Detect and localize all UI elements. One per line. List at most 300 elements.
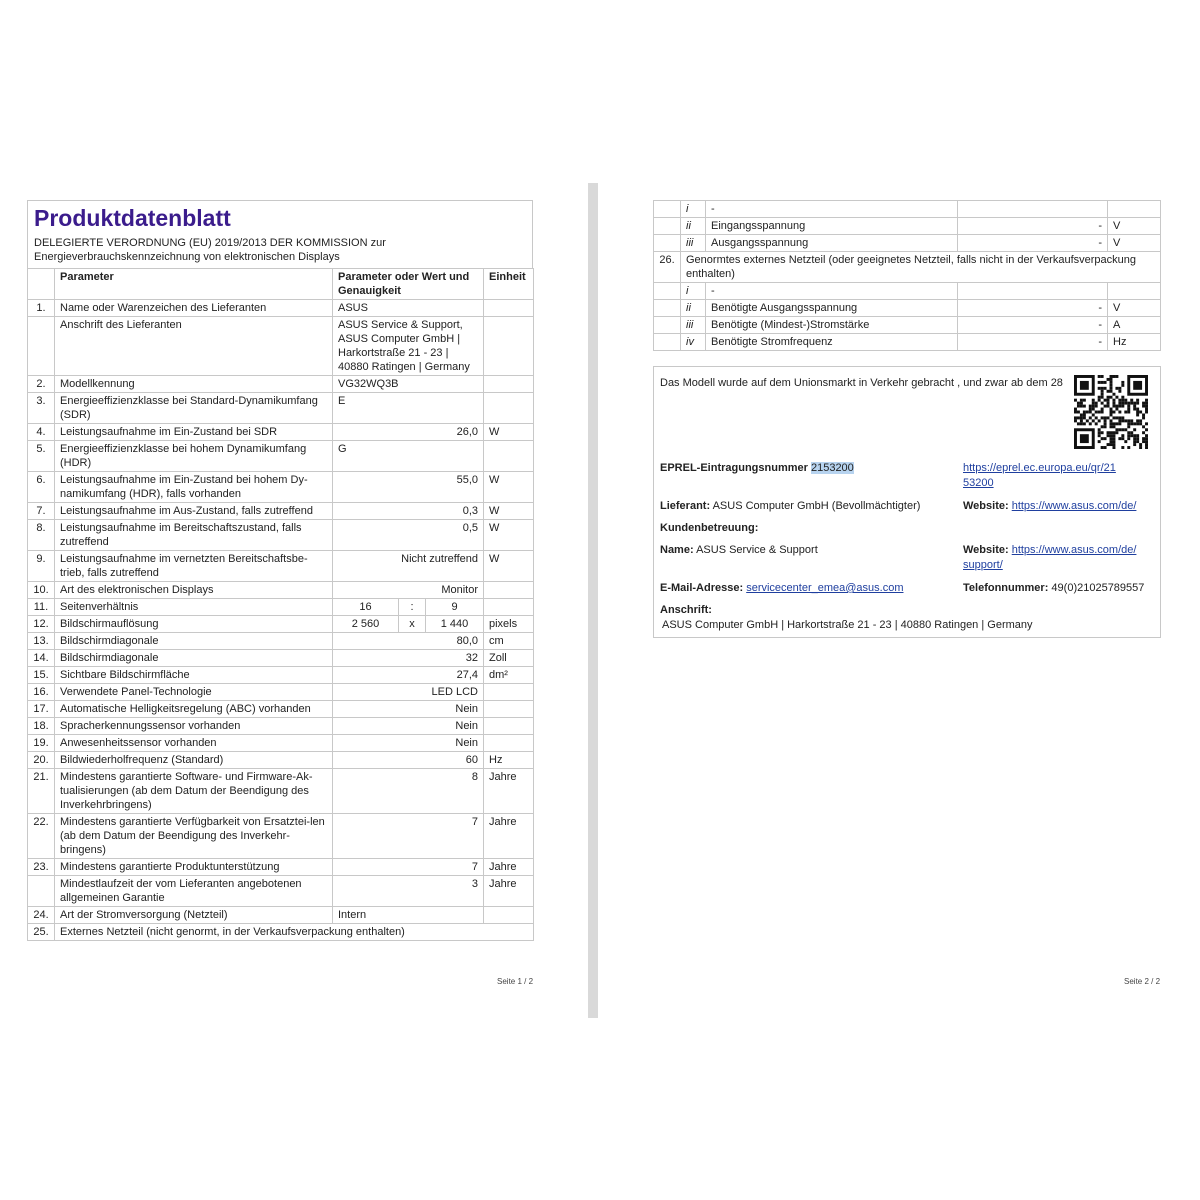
qr-module (1136, 408, 1139, 411)
row-parameter: Sichtbare Bildschirmfläche (55, 667, 333, 684)
qr-module (1118, 402, 1121, 405)
qr-module (1095, 416, 1098, 419)
row-index: iv (681, 334, 706, 351)
qr-module (1101, 446, 1104, 449)
table-row (28, 300, 534, 317)
row-parameter: Mindestens garantierte Produktunterstützung (55, 859, 333, 876)
qr-module (1118, 437, 1121, 440)
qr-module (1104, 399, 1107, 402)
row-number (654, 201, 681, 218)
qr-module (1145, 440, 1148, 443)
qr-module (1145, 402, 1148, 405)
qr-module (1089, 422, 1092, 425)
qr-module (1107, 390, 1110, 393)
eprel-link[interactable] (963, 461, 1143, 491)
qr-module (1118, 419, 1121, 422)
qr-module (1095, 402, 1098, 405)
row-number (654, 283, 681, 300)
aspect-sep: : (399, 599, 426, 615)
qr-module (1112, 446, 1115, 449)
eprel-number: 2153200 (810, 462, 854, 474)
row-unit: W (484, 503, 534, 520)
qr-module (1107, 405, 1110, 408)
qr-module (1133, 437, 1136, 440)
qr-module (1101, 425, 1104, 428)
row-parameter: Mindestens garantierte Software- und Firmware-Ak-tualisierungen (ab dem Datum der Beendigung des Inverkehrbringens) (55, 769, 333, 814)
qr-module (1077, 411, 1080, 414)
qr-module (1098, 381, 1101, 384)
qr-module (1127, 437, 1130, 440)
row-parameter: Modellkennung (55, 376, 333, 393)
qr-module (1145, 399, 1148, 402)
qr-module (1101, 381, 1104, 384)
row-parameter: Mindestlaufzeit der vom Lieferanten angebotenen allgemeinen Garantie (55, 876, 333, 907)
table-row (28, 718, 534, 735)
product-data-table (27, 268, 534, 941)
qr-code[interactable] (1074, 375, 1148, 449)
support-label: Kundenbetreuung: (660, 522, 759, 534)
qr-module (1092, 419, 1095, 422)
row-unit: W (484, 551, 534, 582)
table-row (654, 283, 1161, 300)
table-row (28, 859, 534, 876)
table-row (654, 235, 1161, 252)
qr-module (1092, 402, 1095, 405)
row-value (958, 283, 1108, 300)
website-link-2a[interactable]: https://www.asus.com/de/ (1011, 544, 1137, 556)
qr-module (1136, 434, 1139, 437)
qr-module (1118, 422, 1121, 425)
qr-module (1115, 428, 1118, 431)
row-value: G (333, 441, 484, 472)
qr-module (1133, 402, 1136, 405)
qr-module (1080, 434, 1089, 443)
qr-module (1130, 419, 1133, 422)
row-number: 7. (28, 503, 55, 520)
qr-module (1101, 393, 1104, 396)
row-unit (484, 907, 534, 924)
qr-module (1130, 431, 1133, 434)
website-link-2b[interactable]: support/ (963, 559, 1003, 571)
qr-module (1145, 437, 1148, 440)
qr-module (1127, 408, 1130, 411)
qr-module (1139, 443, 1142, 446)
row-value: VG32WQ3B (333, 376, 484, 393)
qr-module (1112, 422, 1115, 425)
row-parameter: Leistungsaufnahme im Bereitschaftszustand, falls zutreffend (55, 520, 333, 551)
qr-module (1145, 446, 1148, 449)
qr-module (1142, 437, 1145, 440)
qr-module (1136, 437, 1139, 440)
qr-module (1095, 405, 1098, 408)
qr-module (1112, 440, 1115, 443)
table-row (28, 684, 534, 701)
row-number (654, 334, 681, 351)
qr-module (1133, 440, 1136, 443)
row-parameter: Seitenverhältnis (55, 599, 333, 616)
row-parameter: Anschrift des Lieferanten (55, 317, 333, 376)
qr-module (1115, 396, 1118, 399)
row-unit (484, 300, 534, 317)
row-value: 3 (333, 876, 484, 907)
qr-module (1074, 408, 1077, 411)
row-unit (1108, 201, 1161, 218)
qr-module (1104, 381, 1107, 384)
qr-module (1133, 428, 1136, 431)
qr-module (1118, 390, 1121, 393)
qr-module (1133, 405, 1136, 408)
qr-module (1104, 437, 1107, 440)
qr-module (1110, 425, 1113, 428)
row-number (28, 876, 55, 907)
row-number: 26. (654, 252, 681, 283)
website-row-1 (963, 499, 1136, 514)
qr-module (1112, 437, 1115, 440)
qr-module (1092, 408, 1095, 411)
qr-module (1115, 422, 1118, 425)
qr-module (1086, 419, 1089, 422)
row-unit: W (484, 520, 534, 551)
qr-module (1101, 416, 1104, 419)
qr-module (1083, 399, 1086, 402)
qr-module (1083, 422, 1086, 425)
row-value: - (958, 317, 1108, 334)
qr-module (1104, 405, 1107, 408)
row-parameter: Art der Stromversorgung (Netzteil) (55, 907, 333, 924)
qr-module (1115, 375, 1118, 378)
qr-module (1121, 428, 1124, 431)
qr-module (1098, 428, 1101, 431)
row-number: 16. (28, 684, 55, 701)
qr-module (1098, 375, 1101, 378)
row-number: 25. (28, 924, 55, 941)
row-parameter: Spracherkennungssensor vorhanden (55, 718, 333, 735)
qr-module (1101, 390, 1104, 393)
qr-module (1127, 431, 1130, 434)
row-index: i (681, 201, 706, 218)
qr-module (1086, 411, 1089, 414)
row-unit (484, 582, 534, 599)
website-label-1: Website: (963, 500, 1009, 512)
qr-module (1127, 411, 1130, 414)
row-parameter: Bildschirmdiagonale (55, 650, 333, 667)
row-number: 18. (28, 718, 55, 735)
qr-module (1118, 411, 1121, 414)
qr-module (1112, 405, 1115, 408)
qr-module (1130, 434, 1133, 437)
table-row (28, 876, 534, 907)
row-number: 2. (28, 376, 55, 393)
table-row (28, 667, 534, 684)
qr-module (1118, 428, 1121, 431)
website-row-2 (963, 543, 1136, 573)
row-value: ASUS (333, 300, 484, 317)
email-link[interactable]: servicecenter_emea@asus.com (746, 582, 904, 594)
row-unit: Jahre (484, 876, 534, 907)
qr-module (1121, 396, 1124, 399)
row-value (333, 616, 484, 633)
qr-module (1142, 440, 1145, 443)
row-parameter: Bildwiederholfrequenz (Standard) (55, 752, 333, 769)
row-number (654, 300, 681, 317)
qr-module (1118, 387, 1121, 390)
qr-module (1127, 405, 1130, 408)
table-row (28, 616, 534, 633)
qr-module (1130, 402, 1133, 405)
qr-module (1136, 440, 1139, 443)
qr-module (1145, 434, 1148, 437)
qr-module (1112, 393, 1115, 396)
table-row (28, 503, 534, 520)
qr-module (1107, 434, 1110, 437)
qr-module (1112, 375, 1115, 378)
qr-module (1136, 399, 1139, 402)
row-value: Nein (333, 735, 484, 752)
row-unit: Jahre (484, 859, 534, 876)
table-row (28, 317, 534, 376)
email-label: E-Mail-Adresse: (660, 582, 744, 594)
qr-module (1110, 443, 1113, 446)
eprel-url-part-2[interactable]: 53200 (963, 477, 994, 489)
page-title: Produktdatenblatt (34, 205, 231, 231)
row-number: 5. (28, 441, 55, 472)
row-unit: Hz (484, 752, 534, 769)
row-unit: V (1108, 218, 1161, 235)
address-label: Anschrift: (660, 604, 712, 616)
qr-module (1121, 446, 1124, 449)
qr-module (1112, 416, 1115, 419)
qr-module (1136, 402, 1139, 405)
qr-module (1074, 419, 1077, 422)
page-2-footer: Seite 2 / 2 (1124, 977, 1161, 986)
row-value: 0,3 (333, 503, 484, 520)
qr-module (1077, 422, 1080, 425)
qr-module (1089, 416, 1092, 419)
row-number: 15. (28, 667, 55, 684)
row-value: - (958, 235, 1108, 252)
qr-module (1121, 402, 1124, 405)
supplier-row (660, 499, 920, 514)
row-unit: dm² (484, 667, 534, 684)
qr-module (1110, 437, 1113, 440)
qr-module (1110, 419, 1113, 422)
header-unit: Einheit (484, 269, 534, 300)
table-row (28, 599, 534, 616)
qr-module (1098, 434, 1101, 437)
row-parameter: Externes Netzteil (nicht genormt, in der Verkaufsverpackung enthalten) (55, 924, 534, 941)
row-unit (484, 735, 534, 752)
qr-module (1110, 396, 1113, 399)
row-number: 14. (28, 650, 55, 667)
website-link-1[interactable]: https://www.asus.com/de/ (1011, 500, 1137, 512)
qr-module (1145, 443, 1148, 446)
row-value: ASUS Service & Support, ASUS Computer GmbH | Harkortstraße 21 - 23 | 40880 Ratingen | Germany (333, 317, 484, 376)
qr-module (1121, 437, 1124, 440)
qr-module (1101, 402, 1104, 405)
row-unit: Jahre (484, 769, 534, 814)
qr-module (1101, 396, 1104, 399)
qr-module (1098, 387, 1101, 390)
row-parameter: Mindestens garantierte Verfügbarkeit von Ersatztei-len (ab dem Datum der Beendigung des Inverkehr-bringens) (55, 814, 333, 859)
qr-module (1130, 399, 1133, 402)
table-row (28, 520, 534, 551)
row-number (654, 218, 681, 235)
row-unit (484, 718, 534, 735)
row-value: 32 (333, 650, 484, 667)
row-unit (484, 701, 534, 718)
qr-module (1098, 431, 1101, 434)
header-parameter: Parameter (55, 269, 333, 300)
qr-module (1136, 419, 1139, 422)
qr-module (1110, 390, 1113, 393)
email-row (660, 581, 904, 596)
qr-module (1118, 416, 1121, 419)
row-unit: A (1108, 317, 1161, 334)
row-index: iii (681, 235, 706, 252)
table-row (28, 735, 534, 752)
qr-module (1115, 405, 1118, 408)
qr-module (1077, 402, 1080, 405)
qr-module (1139, 411, 1142, 414)
qr-module (1124, 411, 1127, 414)
table-row (654, 334, 1161, 351)
row-value: Nein (333, 718, 484, 735)
row-number: 9. (28, 551, 55, 582)
qr-module (1101, 375, 1104, 378)
qr-module (1074, 411, 1077, 414)
row-number: 11. (28, 599, 55, 616)
row-parameter: Bildschirmauflösung (55, 616, 333, 633)
qr-module (1112, 402, 1115, 405)
row-value: Monitor (333, 582, 484, 599)
qr-module (1080, 402, 1083, 405)
row-number: 17. (28, 701, 55, 718)
qr-module (1107, 443, 1110, 446)
qr-module (1077, 405, 1080, 408)
row-unit: pixels (484, 616, 534, 633)
page-1 (27, 200, 533, 941)
row-value (958, 201, 1108, 218)
table-row (28, 551, 534, 582)
qr-module (1110, 381, 1113, 384)
regulation-line-2: Energieverbrauchskennzeichnung von elektronischen Displays (34, 251, 340, 263)
qr-module (1139, 446, 1142, 449)
qr-module (1080, 419, 1083, 422)
qr-module (1145, 428, 1148, 431)
qr-module (1118, 405, 1121, 408)
qr-module (1083, 411, 1086, 414)
row-unit (1108, 283, 1161, 300)
resolution-width: 2 560 (333, 616, 399, 632)
table-row (28, 633, 534, 650)
qr-module (1110, 411, 1113, 414)
row-unit: Jahre (484, 814, 534, 859)
row-parameter: Energieeffizienzklasse bei hohem Dynamikumfang (HDR) (55, 441, 333, 472)
row-label: Benötigte Ausgangsspannung (706, 300, 958, 317)
row-parameter: Leistungsaufnahme im vernetzten Bereitschaftsbe-trieb, falls zutreffend (55, 551, 333, 582)
table-row (654, 252, 1161, 283)
qr-module (1101, 408, 1104, 411)
row-number: 22. (28, 814, 55, 859)
row-index: ii (681, 218, 706, 235)
qr-module (1133, 408, 1136, 411)
qr-module (1110, 375, 1113, 378)
row-value: - (958, 300, 1108, 317)
table-row (28, 752, 534, 769)
row-parameter: Bildschirmdiagonale (55, 633, 333, 650)
row-number (654, 235, 681, 252)
row-parameter: Leistungsaufnahme im Aus-Zustand, falls zutreffend (55, 503, 333, 520)
qr-module (1101, 431, 1104, 434)
table-row (28, 924, 534, 941)
row-number: 13. (28, 633, 55, 650)
row-index: iii (681, 317, 706, 334)
qr-module (1074, 416, 1077, 419)
qr-module (1115, 408, 1118, 411)
qr-module (1130, 422, 1133, 425)
qr-module (1098, 399, 1101, 402)
row-number: 19. (28, 735, 55, 752)
qr-module (1101, 387, 1104, 390)
table-row (28, 769, 534, 814)
resolution-cells (333, 616, 483, 632)
row-unit: Hz (1108, 334, 1161, 351)
row-unit: W (484, 424, 534, 441)
qr-module (1083, 413, 1086, 416)
qr-module (1107, 378, 1110, 381)
row-parameter: Anwesenheitssensor vorhanden (55, 735, 333, 752)
qr-module (1121, 416, 1124, 419)
qr-module (1127, 419, 1130, 422)
regulation-line-1: DELEGIERTE VERORDNUNG (EU) 2019/2013 DER KOMMISSION zur (34, 237, 386, 249)
qr-module (1107, 402, 1110, 405)
row-number: 10. (28, 582, 55, 599)
qr-module (1136, 422, 1139, 425)
table-row (28, 582, 534, 599)
row-number: 12. (28, 616, 55, 633)
row-value: 7 (333, 814, 484, 859)
table-row (654, 218, 1161, 235)
row-value: Intern (333, 907, 484, 924)
row-unit (484, 684, 534, 701)
row-unit (484, 441, 534, 472)
qr-module (1110, 422, 1113, 425)
qr-module (1142, 413, 1145, 416)
qr-module (1089, 405, 1092, 408)
row-number: 8. (28, 520, 55, 551)
qr-module (1145, 408, 1148, 411)
row-number (28, 317, 55, 376)
page-2 (653, 200, 1160, 351)
row-parameter: Art des elektronischen Displays (55, 582, 333, 599)
qr-module (1089, 408, 1092, 411)
row-number: 3. (28, 393, 55, 424)
page-1-footer: Seite 1 / 2 (497, 977, 534, 986)
qr-module (1121, 384, 1124, 387)
table-row (28, 701, 534, 718)
market-text: Das Modell wurde auf dem Unionsmarkt in Verkehr gebracht , und zwar ab dem 28 (660, 377, 1063, 389)
row-label: - (706, 283, 958, 300)
eprel-url-part-1[interactable]: https://eprel.ec.europa.eu/qr/21 (963, 462, 1116, 474)
qr-module (1101, 411, 1104, 414)
qr-module (1118, 399, 1121, 402)
qr-module (1092, 399, 1095, 402)
phone-label: Telefonnummer: (963, 582, 1049, 594)
website-label-2: Website: (963, 544, 1009, 556)
supplier-label: Lieferant: (660, 500, 711, 512)
qr-module (1095, 422, 1098, 425)
table-row (654, 317, 1161, 334)
